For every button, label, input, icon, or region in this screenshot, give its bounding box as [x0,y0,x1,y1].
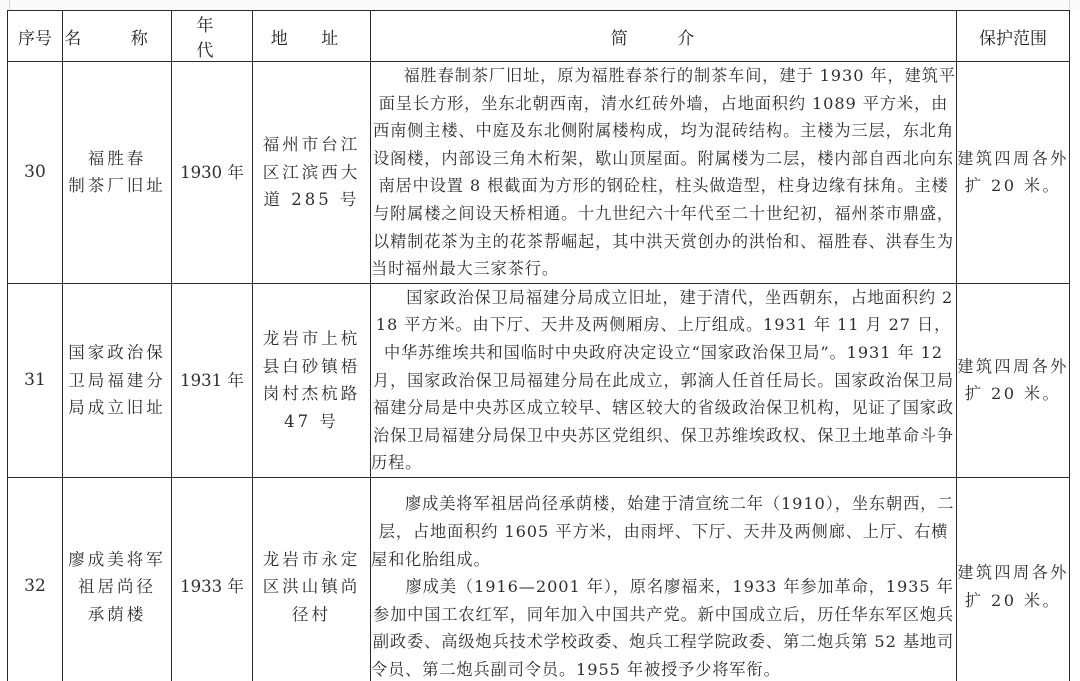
row-scope: 建筑四周各外扩 20 米。 [957,283,1070,477]
row-intro [371,477,957,681]
row-address-line: 岗村杰杭路 [262,384,361,404]
page-corner-mark-right [1069,0,1070,10]
row-seq: 30 [8,62,63,284]
table-row [8,283,1070,477]
row-address [253,283,371,477]
row-era: 1931 年 [172,283,253,477]
row-name-line: 卫局福建分 [68,370,166,390]
row-address-line: 区洪山镇尚 [262,577,361,597]
header-name: 名 称 [63,11,172,62]
row-name [63,283,172,477]
heritage-sites-table [7,10,1070,681]
header-intro: 简 介 [371,11,957,62]
row-address-line: 区江滨西大 [262,162,361,182]
table-row [8,62,1070,284]
row-scope: 建筑四周各外扩 20 米。 [957,62,1070,284]
row-name-line: 局成立旧址 [68,398,166,418]
row-address-line: 县白砂镇梧 [262,356,361,376]
row-name-line: 制茶厂旧址 [68,176,166,196]
row-seq: 31 [8,283,63,477]
header-address: 地 址 [253,11,371,62]
row-name-line: 祖居尚径 [78,577,156,597]
row-address-line: 47 号 [284,411,339,431]
row-scope: 建筑四周各外扩 20 米。 [957,477,1070,681]
row-name-line: 廖成美将军 [68,549,166,569]
page-top-margin [0,0,1080,10]
row-name [63,62,172,284]
row-address-line: 龙岩市上杭 [262,329,361,349]
row-name-line: 福胜春 [87,148,147,168]
intro-paragraph: 廖成美（1916—2001 年），原名廖福来，1933 年参加革命，1935 年参加中国工农红军，同年加入中国共产党。新中国成立后，历任华东军区炮兵副政委、高级炮兵技术学校政委、炮兵工程学院政委、第二炮兵第 52 基地司令员、第二炮兵副司令员。1955 年被授予少将军衔。 [371,577,955,679]
row-address-line: 径村 [292,604,331,624]
row-address [253,62,371,284]
header-seq: 序号 [8,11,63,62]
row-intro [371,283,957,477]
row-seq: 32 [8,477,63,681]
intro-paragraph: 廖成美将军祖居尚径承荫楼，始建于清宣统二年（1910），坐东朝西，二层，占地面积约 1605 平方米，由雨坪、下厅、天井及两侧廊、上厅、右横屋和化胎组成。 [371,494,955,569]
row-name-line: 承荫楼 [87,604,147,624]
table-header-row [8,11,1070,62]
row-name-line: 国家政治保 [68,343,166,363]
table-row [8,477,1070,681]
row-address-line: 龙岩市永定 [262,549,361,569]
intro-paragraph: 国家政治保卫局福建分局成立旧址，建于清代，坐西朝东，占地面积约 218 平方米。由下厅、天井及两侧厢房、上厅组成。1931 年 11 月 27 日，中华苏维埃共和国临时中央政府决定设立“国家政治保卫局”。1931 年 12 月，国家政治保卫局福建分局在此成立，郭滴人任首任局长。国家政治保卫局福建分局是中央苏区成立较早、辖区较大的省级政治保卫机构，见证了国家政治保卫局福建分局保卫中央苏区党组织、保卫苏维埃政权、保卫土地革命斗争历程。 [371,287,954,473]
row-address [253,477,371,681]
intro-paragraph: 福胜春制茶厂旧址，原为福胜春茶行的制茶车间，建于 1930 年，建筑平面呈长方形，坐东北朝西南，清水红砖外墙，占地面积约 1089 平方米，由西南侧主楼、中庭及东北侧附属楼构成，均为混砖结构。主楼为三层，东北角设阁楼，内部设三角木桁架，歇山顶屋面。附属楼为二层，楼内部自西北向东南居中设置 8 根截面为方形的钢砼柱，柱头做造型，柱身边缘有抹角。主楼与附属楼之间设天桥相通。十九世纪六十年代至二十世纪初，福州茶市鼎盛，以精制花茶为主的花茶帮崛起，其中洪天赏创办的洪怡和、福胜春、洪春生为当时福州最大三家茶行。 [371,66,956,279]
row-intro [371,62,957,284]
row-address-line: 福州市台江 [262,135,361,155]
row-era: 1933 年 [172,477,253,681]
row-name [63,477,172,681]
page-corner-mark-left [9,0,10,10]
header-era: 年 代 [172,11,253,62]
row-address-line: 道 285 号 [263,190,360,210]
row-era: 1930 年 [172,62,253,284]
header-scope: 保护范围 [957,11,1070,62]
